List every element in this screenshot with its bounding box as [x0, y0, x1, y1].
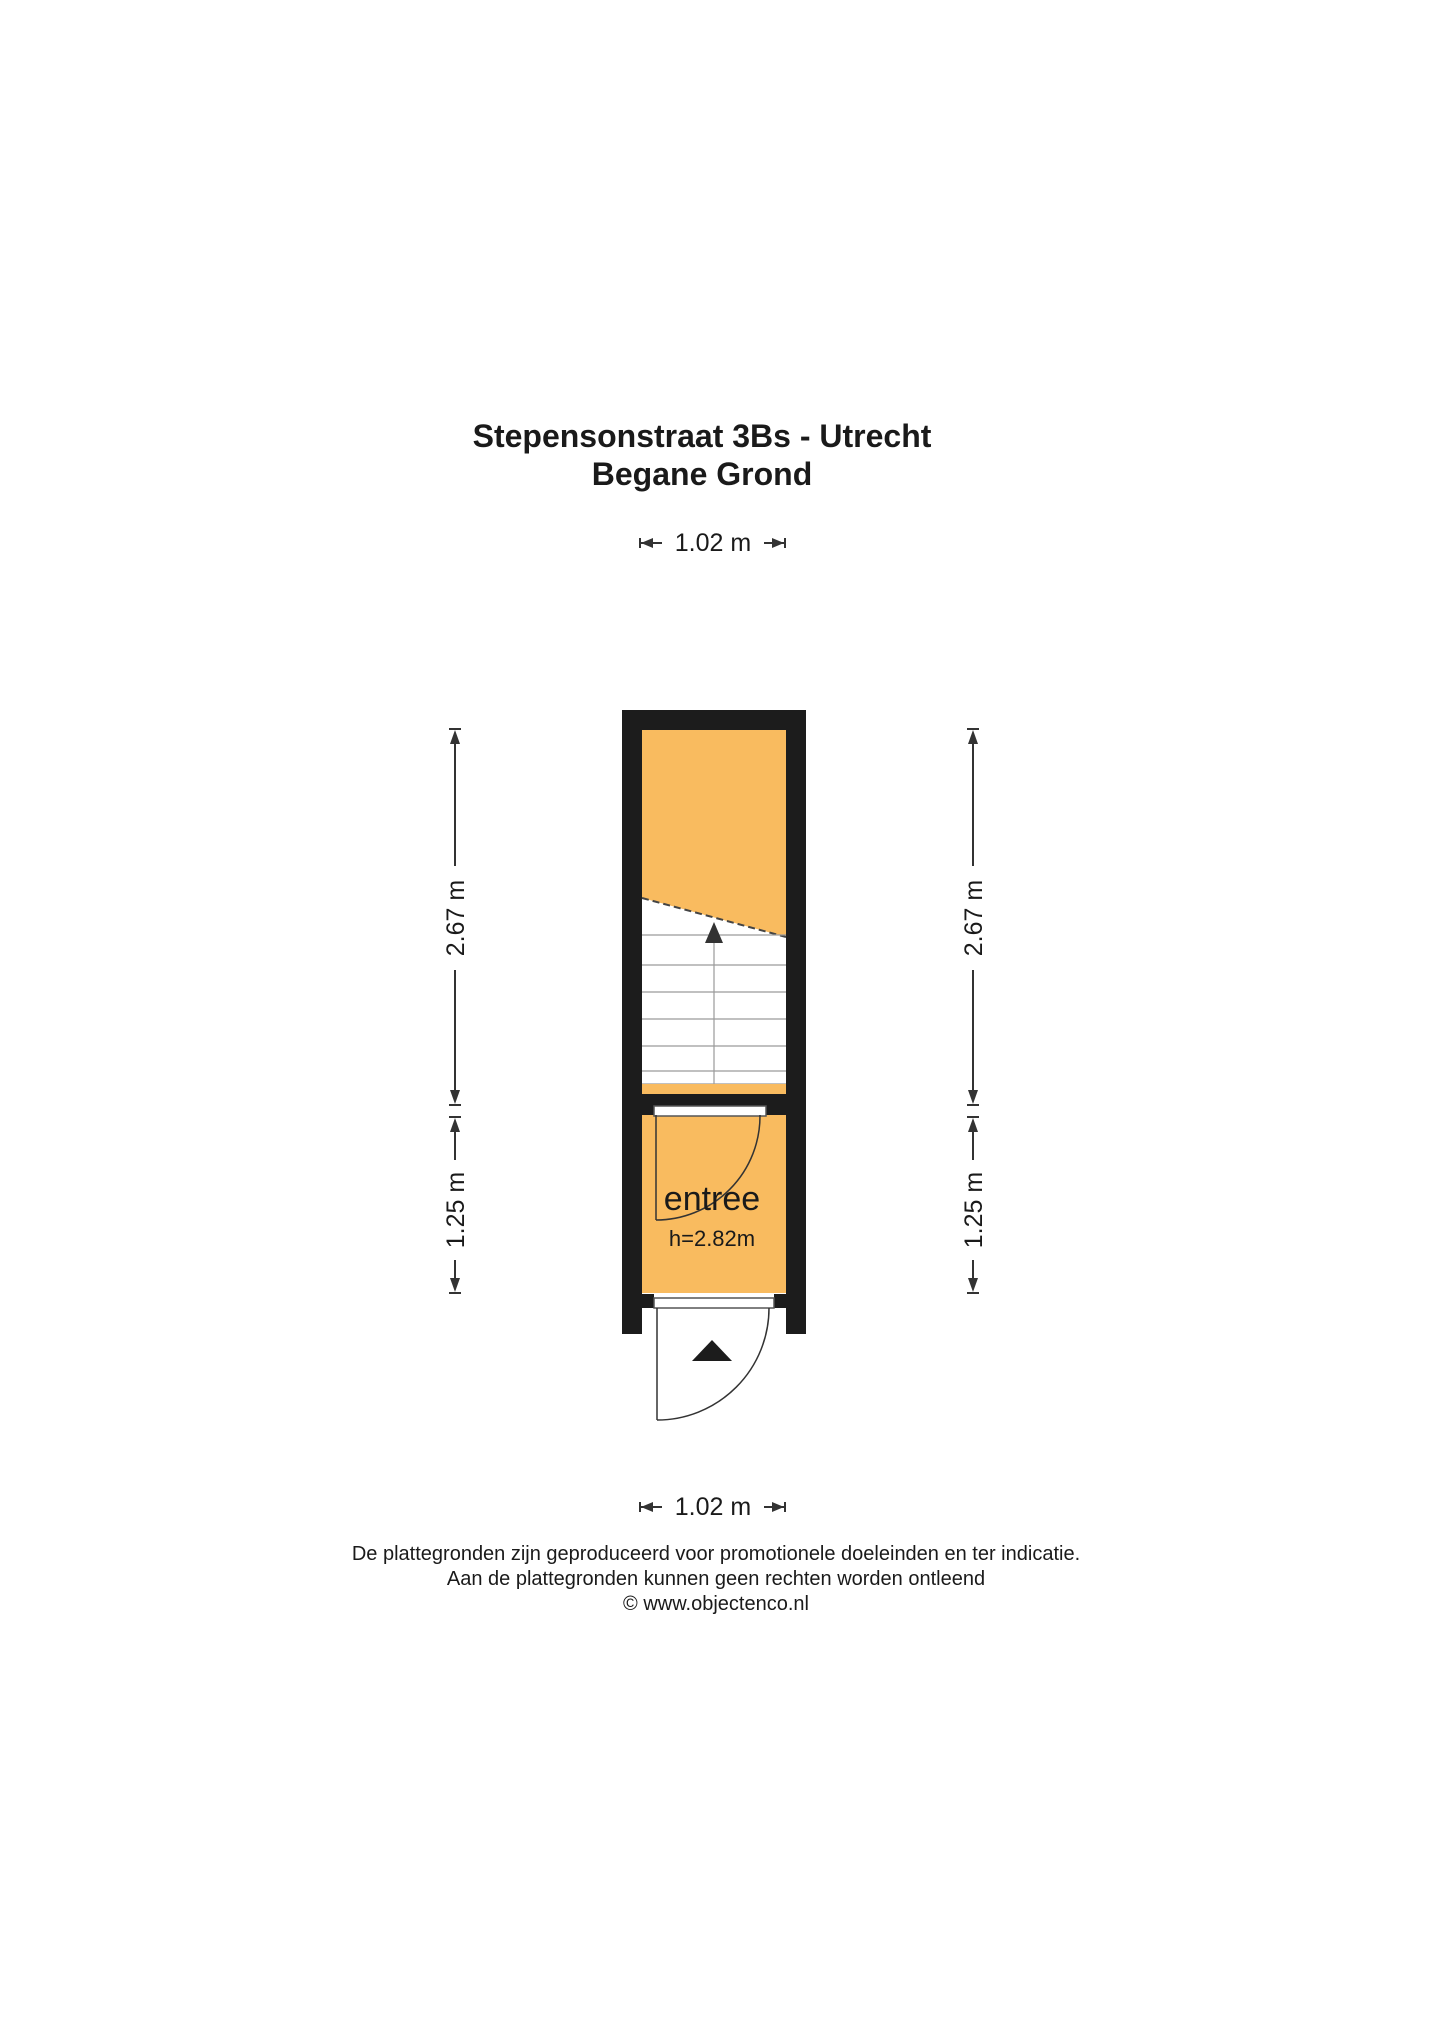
room-name: entree	[663, 1180, 761, 1218]
dimension-label: 2.67 m	[960, 879, 988, 957]
dimension-label: 1.02 m	[674, 1493, 752, 1521]
dimension-label: 1.25 m	[442, 1171, 470, 1249]
room-height: h=2.82m	[668, 1226, 756, 1251]
dimension-label: 2.67 m	[442, 879, 470, 957]
dimension-top-width	[640, 529, 785, 557]
footer-copyright: © www.objectenco.nl	[623, 1593, 809, 1615]
dimension-right-lower	[960, 1117, 988, 1293]
floor-name: Begane Grond	[591, 456, 813, 492]
dimension-left-upper	[442, 729, 470, 1105]
footer-disclaimer-1: De plattegronden zijn geproduceerd voor promotionele doeleinden en ter indicatie.	[351, 1543, 1081, 1565]
front-door	[654, 1298, 774, 1420]
dimension-label: 1.25 m	[960, 1171, 988, 1249]
landing-strip	[642, 1084, 786, 1094]
dimension-right-upper	[960, 729, 988, 1105]
page-title: Stepensonstraat 3Bs - Utrecht	[472, 418, 932, 454]
footer-disclaimer-2: Aan de plattegronden kunnen geen rechten worden ontleend	[446, 1568, 986, 1590]
dimension-bottom-width	[640, 1493, 785, 1521]
entrance-arrow-icon	[692, 1340, 732, 1361]
dimension-label: 1.02 m	[674, 529, 752, 557]
room-entree	[642, 1106, 786, 1293]
dimension-left-lower	[442, 1117, 470, 1293]
